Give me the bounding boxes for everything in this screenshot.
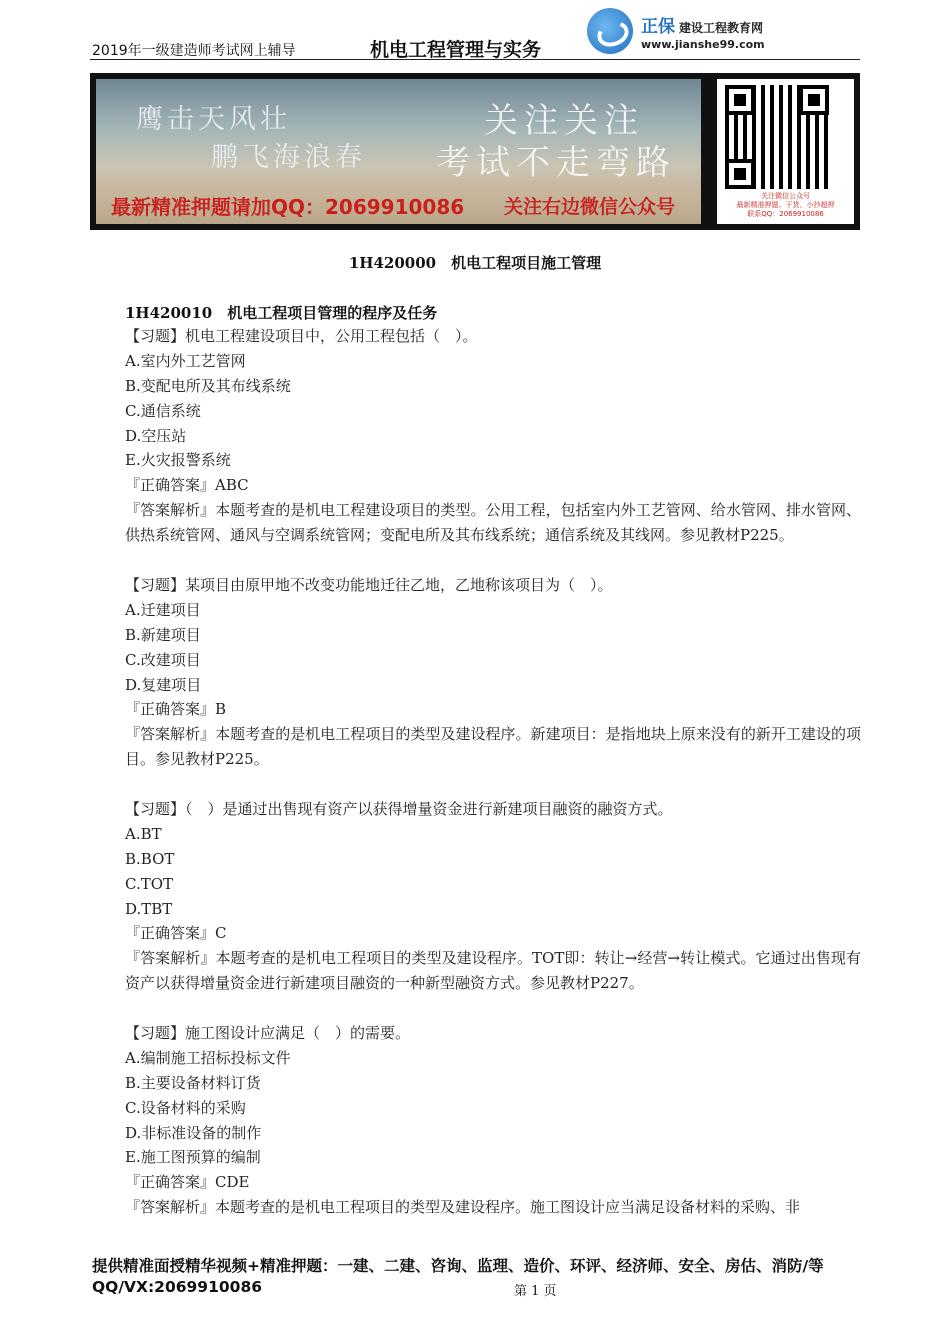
- correct-answer: 『正确答案』ABC: [125, 476, 249, 495]
- correct-answer: 『正确答案』C: [125, 924, 227, 943]
- question-stem: 【习题】（ ）是通过出售现有资产以获得增量资金进行新建项目融资的融资方式。: [125, 799, 673, 818]
- answer-analysis: 『答案解析』本题考查的是机电工程项目的类型及建设程序。TOT即：转让→经营→转让模式。它通过出售现有资产以获得增量资金进行新建项目融资的一种新型融资方式。参见教材P227。: [125, 949, 861, 993]
- option: C.TOT: [125, 874, 174, 893]
- spacer: [125, 548, 861, 573]
- correct-answer: 『正确答案』CDE: [125, 1173, 250, 1192]
- footer-contact: QQ/VX:2069910086: [92, 1278, 263, 1296]
- chapter-heading: 1H420000 机电工程项目施工管理: [348, 254, 602, 272]
- question-2: [125, 573, 861, 772]
- question-3: [125, 797, 861, 996]
- qr-caption: 关注微信公众号: [761, 192, 810, 200]
- question-list: [125, 324, 861, 1220]
- footer-promo: 提供精准面授精华视频+精准押题：一建、二建、咨询、监理、造价、环评、经济师、安全、房估、消防/等: [92, 1257, 824, 1275]
- option: B.BOT: [125, 849, 175, 868]
- answer-analysis: 『答案解析』本题考查的是机电工程项目的类型及建设程序。新建项目：是指地块上原来没有的新开工建设的项目。参见教材P225。: [125, 725, 861, 769]
- promo-banner: [90, 73, 860, 230]
- qr-code-icon: [725, 85, 829, 189]
- banner-slogan-2: 鹏飞海浪春: [211, 142, 366, 173]
- option: B.新建项目: [125, 625, 201, 644]
- option: D.非标准设备的制作: [125, 1123, 262, 1142]
- banner-slogan-4: 考试不走弯路: [436, 143, 676, 183]
- option: B.变配电所及其布线系统: [125, 376, 291, 395]
- header-divider: [90, 59, 860, 60]
- question-stem: 【习题】机电工程建设项目中，公用工程包括（ ）。: [125, 327, 478, 345]
- option: E.火灾报警系统: [125, 451, 231, 470]
- spacer: [125, 772, 861, 797]
- option: A.编制施工招标投标文件: [125, 1048, 291, 1067]
- option: D.复建项目: [125, 675, 202, 694]
- answer-analysis: 『答案解析』本题考查的是机电工程建设项目的类型。公用工程，包括室内外工艺管网、给水管网、排水管网、供热系统管网、通风与空调系统管网；变配电所及其布线系统；通信系统及其线网。参见教材P225。: [125, 501, 861, 545]
- option: B.主要设备材料订货: [125, 1073, 261, 1092]
- header-subject-title: 机电工程管理与实务: [370, 39, 542, 61]
- question-stem: 【习题】某项目由原甲地不改变功能地迁往乙地，乙地称该项目为（ ）。: [125, 575, 613, 594]
- spacer: [125, 996, 861, 1021]
- option: A.迁建项目: [125, 600, 201, 619]
- option: A.室内外工艺管网: [125, 351, 246, 370]
- option: D.TBT: [125, 899, 173, 918]
- banner-slogan-1: 鹰击天风壮: [136, 104, 291, 135]
- site-logo[interactable]: [587, 8, 862, 56]
- logo-url: www.jianshe99.com: [641, 38, 765, 51]
- option: A.BT: [125, 824, 162, 843]
- qr-finder-icon: [799, 85, 829, 115]
- qr-finder-icon: [725, 85, 755, 115]
- banner-slogan-3: 关注关注: [484, 101, 644, 141]
- answer-analysis: 『答案解析』本题考查的是机电工程项目的类型及建设程序。施工图设计应当满足设备材料的采购、非: [125, 1198, 801, 1217]
- logo-name: 正保 建设工程教育网: [641, 17, 764, 37]
- question-4: [125, 1021, 861, 1220]
- section-heading: 1H420010 机电工程项目管理的程序及任务: [125, 304, 438, 322]
- banner-promo-qq: 最新精准押题请加QQ：2069910086: [111, 195, 465, 219]
- qr-caption: 联系QQ：2069910086: [747, 210, 824, 218]
- logo-emblem-icon: [587, 8, 633, 54]
- question-stem: 【习题】施工图设计应满足（ ）的需要。: [125, 1024, 411, 1043]
- correct-answer: 『正确答案』B: [125, 700, 227, 719]
- qr-caption: 最新精准押题、干货、小抄超押: [736, 201, 835, 209]
- qr-code-panel: [717, 79, 854, 224]
- question-1: [125, 324, 861, 548]
- option: E.施工图预算的编制: [125, 1148, 261, 1167]
- banner-promo-wechat: 关注右边微信公众号: [504, 196, 676, 218]
- page-number: 第 1 页: [514, 1284, 557, 1299]
- qr-finder-icon: [725, 159, 755, 189]
- option: C.设备材料的采购: [125, 1098, 246, 1117]
- option: C.通信系统: [125, 401, 201, 420]
- option: C.改建项目: [125, 650, 201, 669]
- option: D.空压站: [125, 426, 187, 445]
- banner-image: [96, 79, 701, 224]
- header-course-title: 2019年一级建造师考试网上辅导: [92, 43, 296, 59]
